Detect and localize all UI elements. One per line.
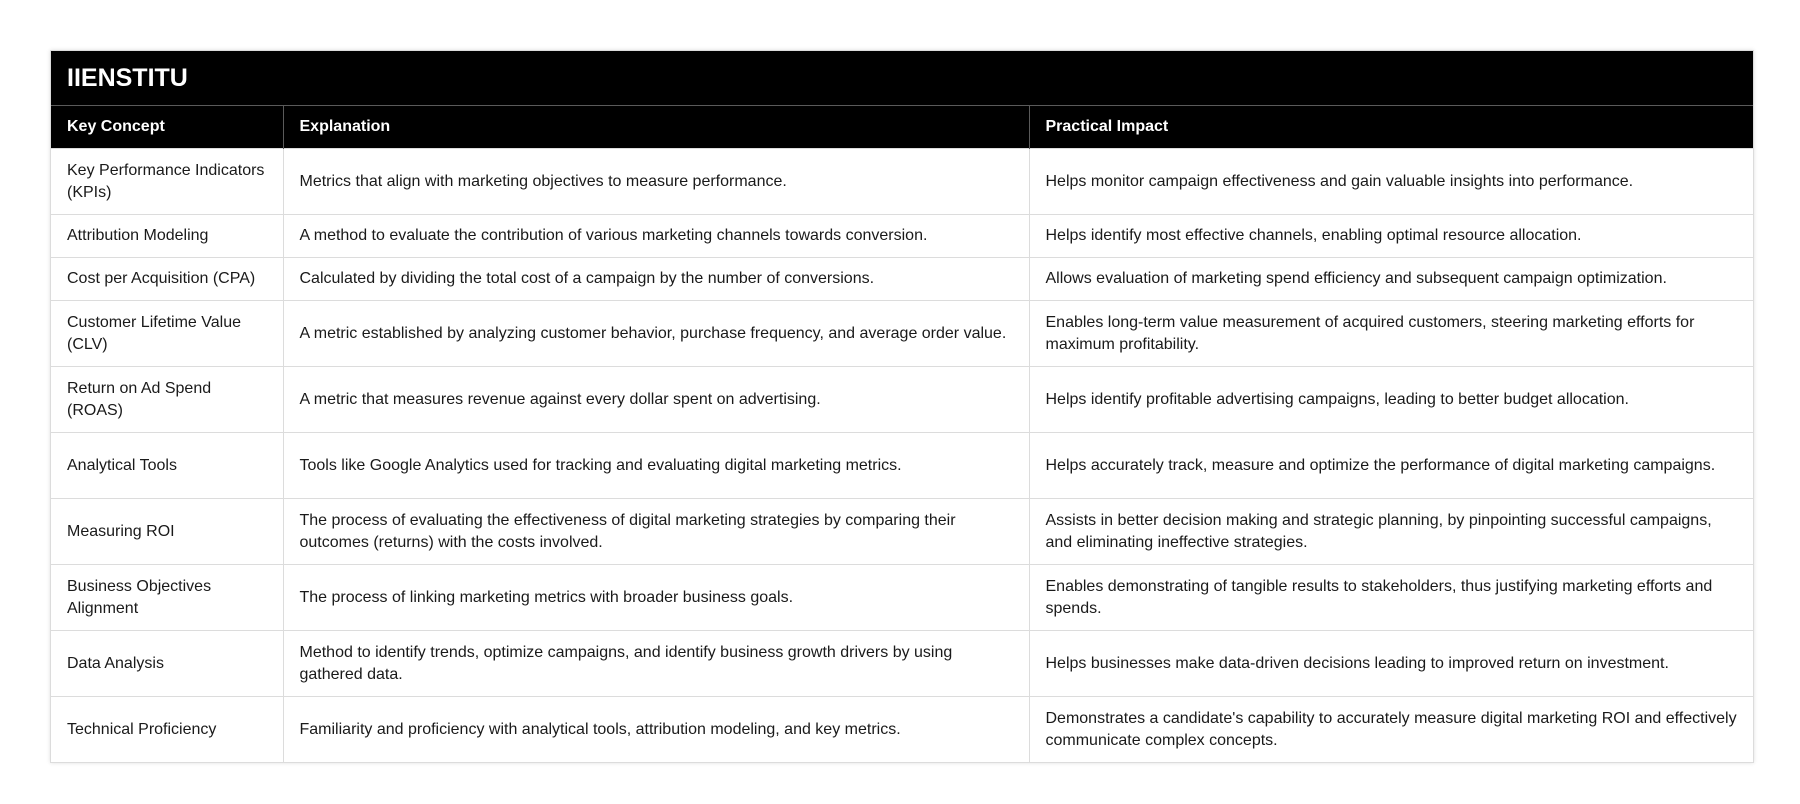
explanation-cell: The process of evaluating the effectiveness of digital marketing strategies by comparing their outcomes (returns) with the costs involved. (283, 499, 1029, 565)
table-title: IIENSTITU (51, 51, 1753, 106)
practical-impact-cell: Assists in better decision making and strategic planning, by pinpointing successful campaigns, and eliminating ineffective strategies. (1029, 499, 1753, 565)
key-concept-cell: Customer Lifetime Value (CLV) (51, 301, 283, 367)
key-concept-cell: Analytical Tools (51, 433, 283, 499)
key-concept-cell: Technical Proficiency (51, 697, 283, 763)
data-table (51, 106, 1753, 762)
key-concept-cell: Measuring ROI (51, 499, 283, 565)
practical-impact-cell: Demonstrates a candidate's capability to accurately measure digital marketing ROI and effectively communicate complex concepts. (1029, 697, 1753, 763)
practical-impact-cell: Enables long-term value measurement of acquired customers, steering marketing efforts for maximum profitability. (1029, 301, 1753, 367)
explanation-cell: The process of linking marketing metrics with broader business goals. (283, 565, 1029, 631)
table-row (51, 697, 1753, 763)
table-row (51, 367, 1753, 433)
explanation-cell: Metrics that align with marketing objectives to measure performance. (283, 149, 1029, 215)
practical-impact-cell: Allows evaluation of marketing spend efficiency and subsequent campaign optimization. (1029, 258, 1753, 301)
key-concept-cell: Business Objectives Alignment (51, 565, 283, 631)
table-row (51, 565, 1753, 631)
explanation-cell: Calculated by dividing the total cost of a campaign by the number of conversions. (283, 258, 1029, 301)
practical-impact-cell: Helps identify profitable advertising campaigns, leading to better budget allocation. (1029, 367, 1753, 433)
column-header: Practical Impact (1029, 106, 1753, 149)
table-row (51, 258, 1753, 301)
column-header: Key Concept (51, 106, 283, 149)
header-row (51, 106, 1753, 149)
concept-table (50, 50, 1754, 763)
table-row (51, 215, 1753, 258)
practical-impact-cell: Helps monitor campaign effectiveness and gain valuable insights into performance. (1029, 149, 1753, 215)
explanation-cell: Method to identify trends, optimize campaigns, and identify business growth drivers by using gathered data. (283, 631, 1029, 697)
key-concept-cell: Return on Ad Spend (ROAS) (51, 367, 283, 433)
explanation-cell: Tools like Google Analytics used for tracking and evaluating digital marketing metrics. (283, 433, 1029, 499)
practical-impact-cell: Enables demonstrating of tangible results to stakeholders, thus justifying marketing efforts and spends. (1029, 565, 1753, 631)
explanation-cell: Familiarity and proficiency with analytical tools, attribution modeling, and key metrics. (283, 697, 1029, 763)
explanation-cell: A method to evaluate the contribution of various marketing channels towards conversion. (283, 215, 1029, 258)
key-concept-cell: Attribution Modeling (51, 215, 283, 258)
key-concept-cell: Data Analysis (51, 631, 283, 697)
explanation-cell: A metric established by analyzing customer behavior, purchase frequency, and average order value. (283, 301, 1029, 367)
table-row (51, 499, 1753, 565)
key-concept-cell: Cost per Acquisition (CPA) (51, 258, 283, 301)
practical-impact-cell: Helps businesses make data-driven decisions leading to improved return on investment. (1029, 631, 1753, 697)
practical-impact-cell: Helps accurately track, measure and optimize the performance of digital marketing campaigns. (1029, 433, 1753, 499)
explanation-cell: A metric that measures revenue against every dollar spent on advertising. (283, 367, 1029, 433)
table-row (51, 433, 1753, 499)
column-header: Explanation (283, 106, 1029, 149)
table-row (51, 631, 1753, 697)
table-row (51, 149, 1753, 215)
key-concept-cell: Key Performance Indicators (KPIs) (51, 149, 283, 215)
table-row (51, 301, 1753, 367)
practical-impact-cell: Helps identify most effective channels, enabling optimal resource allocation. (1029, 215, 1753, 258)
